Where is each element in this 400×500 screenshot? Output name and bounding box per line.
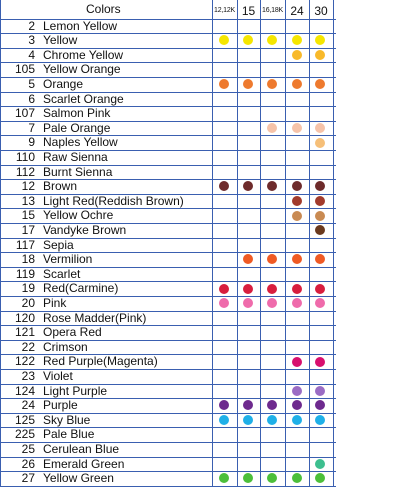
color-swatch-dot <box>292 400 302 410</box>
color-row <box>0 340 336 355</box>
color-row <box>0 252 336 267</box>
color-swatch-dot <box>315 211 325 221</box>
color-number: 9 <box>28 135 35 150</box>
color-number: 15 <box>21 208 35 223</box>
color-swatch-dot <box>315 473 325 483</box>
color-number: 119 <box>15 266 35 281</box>
color-row <box>0 471 336 486</box>
color-row <box>0 398 336 413</box>
color-number: 23 <box>21 368 35 383</box>
color-name: Crimson <box>43 339 88 354</box>
color-swatch-dot <box>292 181 302 191</box>
color-swatch-dot <box>243 415 253 425</box>
color-swatch-dot <box>292 415 302 425</box>
color-swatch-dot <box>292 196 302 206</box>
set-header-24: 24 <box>290 4 304 18</box>
color-swatch-dot <box>315 196 325 206</box>
color-name: Brown <box>43 179 78 194</box>
color-name: Pale Orange <box>43 120 111 135</box>
color-number: 22 <box>21 339 35 354</box>
color-swatch-dot <box>292 35 302 45</box>
color-number: 5 <box>28 76 35 91</box>
color-number: 121 <box>14 325 35 340</box>
color-number: 12 <box>21 179 35 194</box>
color-number: 120 <box>14 310 35 325</box>
color-swatch-dot <box>243 473 253 483</box>
color-row <box>0 77 336 92</box>
color-swatch-dot <box>267 79 277 89</box>
color-row <box>0 121 336 136</box>
color-number: 13 <box>21 193 35 208</box>
color-name: Purple <box>43 398 78 413</box>
color-swatch-dot <box>315 181 325 191</box>
color-number: 107 <box>14 106 35 121</box>
color-swatch-dot <box>243 35 253 45</box>
color-name: Sky Blue <box>43 412 91 427</box>
color-name: Opera Red <box>43 325 102 340</box>
color-swatch-dot <box>243 284 253 294</box>
color-number: 225 <box>14 427 35 442</box>
color-swatch-dot <box>315 50 325 60</box>
color-swatch-dot <box>315 254 325 264</box>
color-number: 17 <box>21 222 35 237</box>
color-number: 18 <box>21 252 35 267</box>
color-swatch-dot <box>243 181 253 191</box>
color-swatch-dot <box>267 400 277 410</box>
color-swatch-dot <box>292 284 302 294</box>
color-swatch-dot <box>292 357 302 367</box>
color-number: 4 <box>28 47 35 62</box>
color-swatch-dot <box>219 35 229 45</box>
color-row <box>0 238 336 253</box>
color-swatch-dot <box>292 254 302 264</box>
color-swatch-dot <box>292 298 302 308</box>
set-header-15: 15 <box>241 4 256 18</box>
color-number: 24 <box>21 398 35 413</box>
color-row <box>0 208 336 223</box>
color-swatch-dot <box>315 298 325 308</box>
color-row <box>0 48 336 63</box>
color-swatch-dot <box>243 400 253 410</box>
color-swatch-dot <box>219 79 229 89</box>
color-number: 27 <box>21 471 35 486</box>
color-name: Yellow Ochre <box>43 208 114 223</box>
set-header-12: 12,12K <box>214 7 235 14</box>
color-name: Red(Carmine) <box>43 281 119 296</box>
color-row <box>0 442 336 457</box>
color-row <box>0 62 336 77</box>
color-name: Violet <box>43 368 73 383</box>
color-number: 110 <box>15 149 35 164</box>
color-name: Emerald Green <box>43 456 125 471</box>
grid-row-line <box>0 486 336 487</box>
color-name: Chrome Yellow <box>43 47 124 62</box>
color-name: Naples Yellow <box>43 135 118 150</box>
color-swatch-dot <box>219 181 229 191</box>
color-name: Rose Madder(Pink) <box>43 310 147 325</box>
color-swatch-dot <box>267 298 277 308</box>
color-number: 105 <box>14 62 35 77</box>
color-row <box>0 223 336 238</box>
color-row <box>0 267 336 282</box>
color-name: Red Purple(Magenta) <box>43 354 158 369</box>
color-row <box>0 33 336 48</box>
color-swatch-dot <box>315 79 325 89</box>
color-swatch-dot <box>315 35 325 45</box>
color-number: 19 <box>21 281 35 296</box>
color-name: Burnt Sienna <box>43 164 113 179</box>
color-swatch-dot <box>292 211 302 221</box>
color-swatch-dot <box>219 415 229 425</box>
color-row <box>0 325 336 340</box>
colors-header: Colors <box>86 2 121 16</box>
color-swatch-dot <box>315 357 325 367</box>
color-row <box>0 194 336 209</box>
color-swatch-dot <box>243 79 253 89</box>
color-swatch-dot <box>267 123 277 133</box>
color-name: Light Red(Reddish Brown) <box>43 193 184 208</box>
color-name: Light Purple <box>43 383 108 398</box>
set-header-18: 16,18K <box>262 7 283 14</box>
color-number: 124 <box>14 383 35 398</box>
color-swatch-dot <box>292 123 302 133</box>
color-swatch-dot <box>219 284 229 294</box>
color-number: 2 <box>28 18 35 33</box>
color-name: Raw Sienna <box>43 149 108 164</box>
color-number: 6 <box>28 91 35 106</box>
color-name: Pink <box>43 295 67 310</box>
color-row <box>0 92 336 107</box>
color-row <box>0 150 336 165</box>
color-swatch-dot <box>315 123 325 133</box>
set-header-30: 30 <box>314 4 328 18</box>
color-number: 26 <box>21 456 35 471</box>
color-number: 20 <box>21 295 35 310</box>
color-name: Salmon Pink <box>43 106 111 121</box>
color-swatch-dot <box>315 138 325 148</box>
color-row <box>0 457 336 472</box>
color-swatch-dot <box>315 459 325 469</box>
color-name: Sepia <box>43 237 74 252</box>
color-swatch-dot <box>315 225 325 235</box>
color-row <box>0 179 336 194</box>
color-row <box>0 413 336 428</box>
color-row <box>0 354 336 369</box>
color-swatch-dot <box>292 50 302 60</box>
color-name: Yellow Orange <box>43 62 121 77</box>
color-swatch-dot <box>243 254 253 264</box>
color-swatch-dot <box>292 386 302 396</box>
color-swatch-dot <box>315 415 325 425</box>
color-number: 125 <box>14 412 35 427</box>
color-swatch-dot <box>315 284 325 294</box>
color-name: Vandyke Brown <box>43 222 127 237</box>
color-swatch-dot <box>267 181 277 191</box>
color-number: 3 <box>28 33 35 48</box>
color-row <box>0 19 336 34</box>
color-name: Vermilion <box>43 252 93 267</box>
color-row <box>0 427 336 442</box>
color-name: Scarlet Orange <box>43 91 124 106</box>
color-swatch-dot <box>315 400 325 410</box>
color-swatch-dot <box>292 473 302 483</box>
color-swatch-dot <box>243 298 253 308</box>
color-row <box>0 311 336 326</box>
color-name: Scarlet <box>43 266 81 281</box>
color-swatch-dot <box>267 284 277 294</box>
color-row <box>0 135 336 150</box>
color-number: 25 <box>21 441 35 456</box>
color-row <box>0 165 336 180</box>
color-name: Pale Blue <box>43 427 95 442</box>
color-row <box>0 296 336 311</box>
color-swatch-dot <box>315 386 325 396</box>
color-name: Cerulean Blue <box>43 441 120 456</box>
color-number: 122 <box>14 354 35 369</box>
color-number: 7 <box>28 120 35 135</box>
color-swatch-dot <box>267 35 277 45</box>
color-swatch-dot <box>219 298 229 308</box>
color-row <box>0 281 336 296</box>
color-number: 117 <box>15 237 35 252</box>
color-row <box>0 384 336 399</box>
color-swatch-dot <box>292 79 302 89</box>
color-name: Yellow Green <box>43 471 114 486</box>
color-swatch-dot <box>219 400 229 410</box>
color-swatch-dot <box>219 473 229 483</box>
color-swatch-dot <box>267 415 277 425</box>
color-swatch-dot <box>267 254 277 264</box>
color-name: Yellow <box>43 33 78 48</box>
color-number: 112 <box>15 164 35 179</box>
color-name: Lemon Yellow <box>43 18 118 33</box>
color-row <box>0 106 336 121</box>
color-swatch-dot <box>267 473 277 483</box>
color-row <box>0 369 336 384</box>
color-name: Orange <box>43 76 84 91</box>
